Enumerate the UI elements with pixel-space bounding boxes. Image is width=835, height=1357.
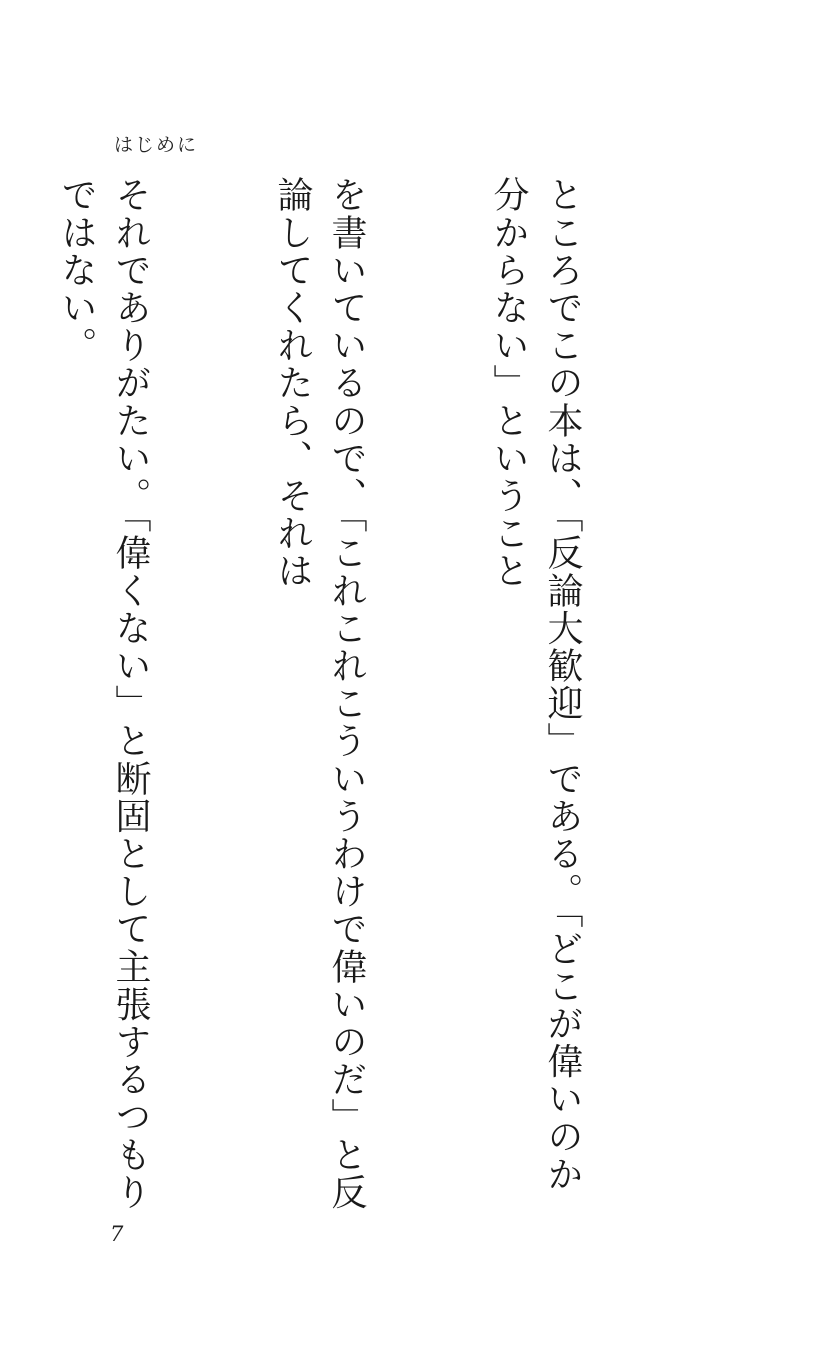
text-line: それでありがたい。「偉くない」と断固として主張するつもりではない。 <box>56 176 151 1211</box>
body-text <box>0 176 697 1216</box>
text-line: ところでこの本は、「反論大歓迎」である。「どこが偉いのか分からない」ということ <box>488 176 583 1193</box>
text-line: を書いているので、「これこれこういうわけで偉いのだ」と反論してくれたら、それは <box>272 176 367 1211</box>
page-number: 7 <box>110 1222 124 1246</box>
running-head: はじめに <box>114 134 199 156</box>
